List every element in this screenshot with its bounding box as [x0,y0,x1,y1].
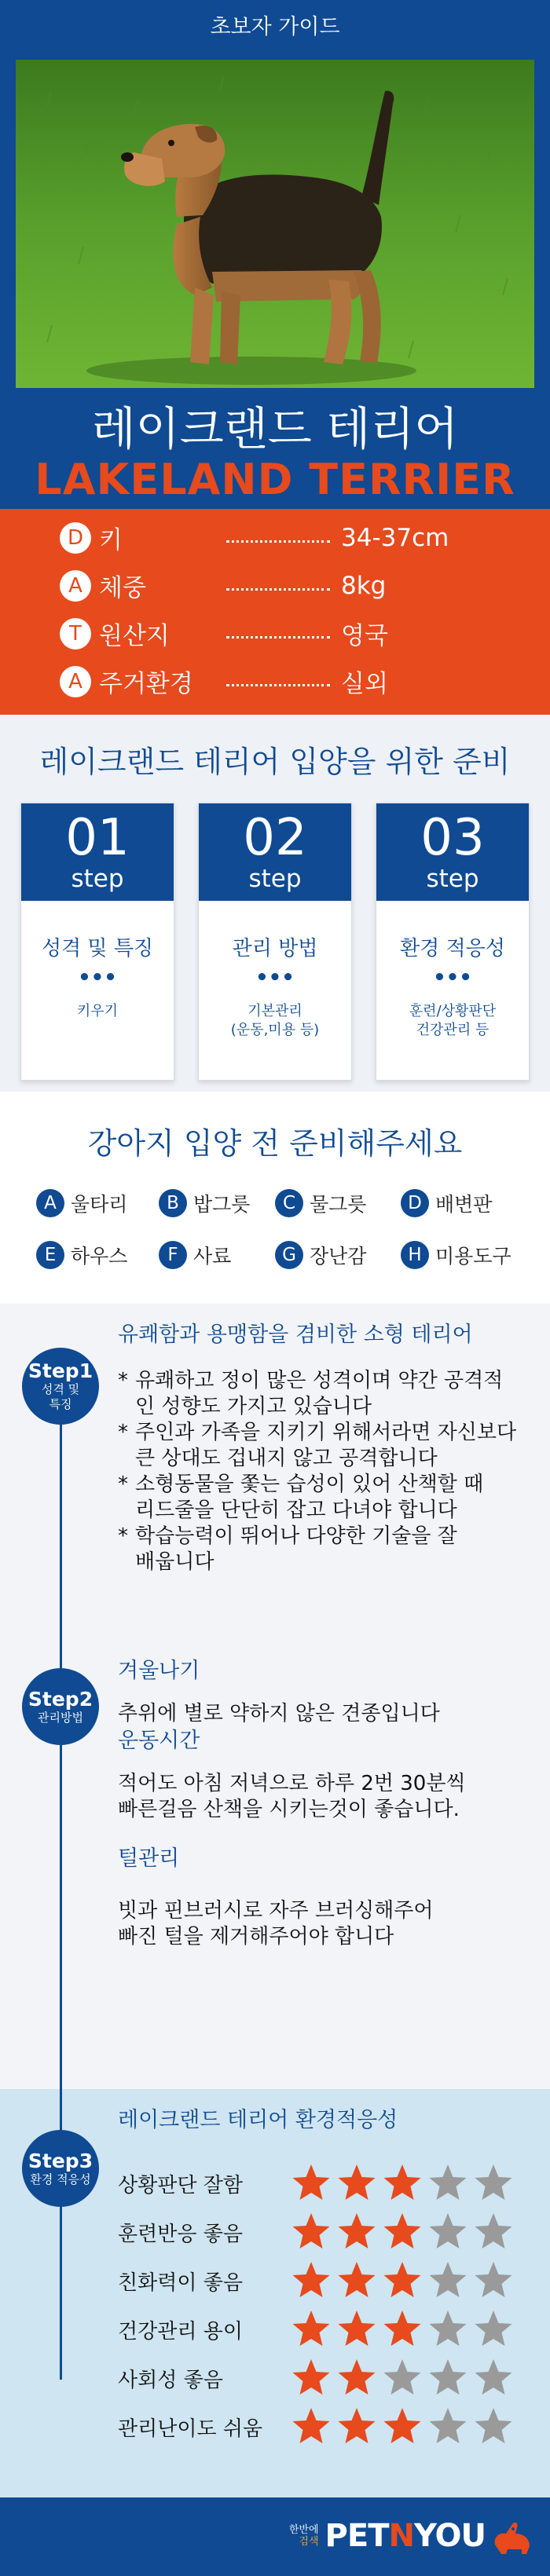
supply-badge: A [36,1189,64,1217]
stat-label: 주거환경 [99,670,193,698]
star-filled-icon [289,2259,333,2303]
star-filled-icon [289,2405,333,2449]
card-subtitle [21,1002,174,1021]
step-card-01[interactable] [20,803,174,1081]
card-step-label: step [248,865,302,893]
star-filled-icon [335,2405,379,2449]
star-empty-icon [426,2161,470,2205]
star-empty-icon [471,2405,515,2449]
logo-tagline [289,2524,319,2548]
star-filled-icon [380,2161,424,2205]
stat-row-weight [0,562,550,609]
star-filled-icon [380,2259,424,2303]
bullet-mark: * [118,1524,128,1548]
bullet-mark: * [118,1421,128,1444]
card-step-label: step [426,865,479,893]
logo-pet: PET [324,2518,389,2554]
star-empty-icon [426,2307,470,2351]
section-title: 레이크랜드 테리어 입양을 위한 준비 [39,744,511,779]
rating-row [118,2259,542,2303]
star-filled-icon [335,2307,379,2351]
supply-badge: E [36,1241,64,1269]
rating-label: 관리난이도 쉬움 [118,2417,263,2441]
rating-stars [289,2210,517,2254]
dotted-leader [226,540,330,543]
supply-label: 물그릇 [310,1193,367,1216]
rating-label: 상황판단 잘함 [118,2173,243,2197]
card-header [199,803,351,901]
rating-row [118,2161,542,2205]
supply-item-water-bowl [275,1189,401,1217]
card-title: 환경 적응성 [400,937,505,961]
star-empty-icon [380,2356,424,2400]
supply-item-toy [275,1241,401,1269]
supply-label: 장난감 [310,1245,367,1268]
rating-label: 사회성 좋음 [118,2368,223,2392]
bullet-item [118,1472,542,1524]
stat-badge: A [60,666,91,697]
winter-heading: 겨울나기 [118,1659,200,1683]
star-filled-icon [335,2161,379,2205]
rating-label: 친화력이 좋음 [118,2270,243,2295]
card-header [376,803,529,901]
supply-label: 배변판 [435,1193,493,1216]
step-number: Step2 [28,1687,94,1711]
supply-item-house [36,1241,159,1269]
supply-item-pad [401,1189,519,1217]
logo-n: N [388,2518,414,2554]
exercise-heading: 운동시간 [118,1729,200,1753]
star-empty-icon [471,2307,515,2351]
step-number: Step1 [28,1359,94,1382]
rating-label: 건강관리 용이 [118,2319,243,2344]
bullet-item [118,1368,542,1420]
rating-stars [289,2307,517,2351]
dotted-leader [226,636,330,639]
card-title: 성격 및 특징 [41,937,154,961]
star-filled-icon [380,2307,424,2351]
star-filled-icon [289,2210,333,2254]
step-subtitle: 특징 [49,1397,72,1411]
supply-label: 미용도구 [435,1245,512,1268]
stat-row-height [0,514,550,562]
step3-content [118,2106,542,2135]
card-subtitle [376,1002,529,1040]
winter-text: 추위에 별로 약하지 않은 견종입니다 [118,1702,440,1725]
supply-item-fence [36,1189,159,1217]
bullet-mark: * [118,1369,128,1392]
bullet-line: 소형동물을 쫓는 습성이 있어 산책할 때 [135,1473,484,1496]
card-subtitle-line: 훈련/상황판단 [409,1003,497,1019]
supply-item-grooming [401,1241,519,1269]
star-filled-icon [380,2210,424,2254]
card-number: 02 [243,809,307,867]
supply-badge: G [275,1241,303,1269]
stat-row-living [0,657,550,705]
star-filled-icon [289,2356,333,2400]
dotted-leader [226,588,330,591]
star-empty-icon [471,2161,515,2205]
footer [0,2497,550,2576]
supply-item-feed [159,1241,275,1269]
adoption-prep-section [0,715,550,1092]
section-title: 강아지 입양 전 준비해주세요 [87,1125,463,1161]
dotted-leader [226,684,330,686]
stat-label: 키 [99,526,123,554]
star-empty-icon [426,2356,470,2400]
star-empty-icon [471,2210,515,2254]
supply-badge: B [159,1189,187,1217]
star-empty-icon [426,2210,470,2254]
step-card-02[interactable] [198,803,352,1081]
supply-item-food-bowl [159,1189,275,1217]
step-subtitle: 환경 적응성 [30,2172,91,2186]
dog-photo [16,60,534,388]
step1-heading: 유쾌함과 용맹함을 겸비한 소형 테리어 [118,1323,473,1347]
card-subtitle-line: 기본관리 [248,1003,302,1019]
rating-row [118,2356,542,2400]
card-header [21,803,174,901]
card-dots: ••• [255,966,295,990]
rating-stars [289,2259,517,2303]
star-filled-icon [335,2259,379,2303]
step1-circle [22,1348,99,1425]
bullet-line: 리드줄을 단단히 잡고 다녀야 합니다 [135,1498,457,1522]
breed-name-korean: 레이크랜드 테리어 [91,402,459,456]
coat-line: 빗과 핀브러시로 자주 브러싱해주어 [118,1899,434,1923]
logo-wordmark [325,2518,486,2554]
exercise-line: 빠른걸음 산책을 시키는것이 좋습니다. [118,1798,460,1821]
logo-tagline-line: 검색 [299,2536,319,2548]
supply-badge: H [401,1241,429,1269]
card-subtitle-line: 건강관리 등 [416,1022,490,1038]
dog-logo-icon [489,2513,536,2559]
card-number: 03 [420,809,485,867]
bullet-item [118,1420,542,1472]
step2-circle [22,1668,99,1745]
hero-section [0,0,550,715]
star-empty-icon [471,2356,515,2400]
step3-heading: 레이크랜드 테리어 환경적응성 [118,2108,398,2132]
stat-label: 원산지 [99,622,170,650]
step-subtitle: 관리방법 [38,1710,83,1725]
supply-label: 울타리 [71,1193,128,1216]
card-step-label: step [71,865,124,893]
bullet-line: 주인과 가족을 지키기 위해서라면 자신보다 [135,1421,517,1444]
rating-stars [289,2161,517,2205]
rating-row [118,2210,542,2254]
card-dots: ••• [433,966,472,990]
coat-heading: 털관리 [118,1846,180,1871]
star-empty-icon [426,2405,470,2449]
stat-label: 체중 [99,574,146,602]
supply-badge: D [401,1189,429,1217]
exercise-text [118,1771,542,1823]
stat-value: 34-37cm [341,523,449,552]
step3-circle [22,2130,99,2207]
bullet-line: 배웁니다 [135,1550,214,1574]
step-cards [0,803,550,1081]
stat-badge: A [60,570,91,602]
breed-name-english: LAKELAND TERRIER [35,454,515,504]
supply-badge: C [275,1189,303,1217]
bullet-line: 유쾌하고 정이 많은 성격이며 약간 공격적 [135,1369,504,1392]
card-dots: ••• [78,966,117,990]
petnyou-logo[interactable] [289,2513,536,2559]
card-subtitle-line: 키우기 [76,1003,119,1019]
rating-row [118,2405,542,2449]
coat-text [118,1898,542,1950]
step1-bullets [118,1368,542,1575]
bullet-line: 인 성향도 가지고 있습니다 [135,1395,372,1418]
card-subtitle-line: (운동,미용 등) [230,1022,320,1038]
guide-label: 초보자 가이드 [210,14,340,39]
card-title: 관리 방법 [232,937,318,961]
rating-stars [289,2405,517,2449]
bullet-item [118,1524,542,1575]
stat-value: 실외 [341,670,388,698]
stat-badge: D [60,522,91,554]
logo-you: YOU [413,2518,486,2554]
rating-label: 훈련반응 좋음 [118,2222,243,2246]
timeline-line [60,1374,62,2380]
step-subtitle: 성격 및 [41,1382,80,1396]
stat-badge: T [60,618,91,649]
rating-stars [289,2356,517,2400]
stat-value: 8kg [341,571,387,600]
bullet-mark: * [118,1473,128,1496]
star-empty-icon [426,2259,470,2303]
coat-line: 빠진 털을 제거해주어야 합니다 [118,1925,394,1948]
star-filled-icon [289,2161,333,2205]
supply-label: 하우스 [71,1245,128,1268]
star-empty-icon [471,2259,515,2303]
star-filled-icon [335,2356,379,2400]
exercise-line: 적어도 아침 저녁으로 하루 2번 30분씩 [118,1772,466,1795]
step-number: Step3 [28,2149,94,2172]
stat-row-origin [0,609,550,657]
rating-row [118,2307,542,2351]
card-subtitle [199,1002,351,1040]
bullet-line: 큰 상대도 겁내지 않고 공격합니다 [135,1447,438,1470]
star-filled-icon [380,2405,424,2449]
stats-panel [0,509,550,715]
supply-label: 밥그릇 [193,1193,251,1216]
steps-section [0,1304,550,2497]
supply-badge: F [159,1241,187,1269]
step1-content [118,1321,542,1575]
stat-value: 영국 [341,622,388,650]
star-filled-icon [335,2210,379,2254]
step2-content [118,1657,542,1950]
bullet-line: 학습능력이 뛰어나 다양한 기술을 잘 [135,1524,457,1548]
card-number: 01 [65,809,130,867]
supplies-grid [0,1189,550,1269]
star-filled-icon [289,2307,333,2351]
supply-label: 사료 [193,1245,232,1268]
step-card-03[interactable] [376,803,530,1081]
logo-tagline-line: 한반에 [288,2524,319,2536]
supplies-section [0,1092,550,1304]
